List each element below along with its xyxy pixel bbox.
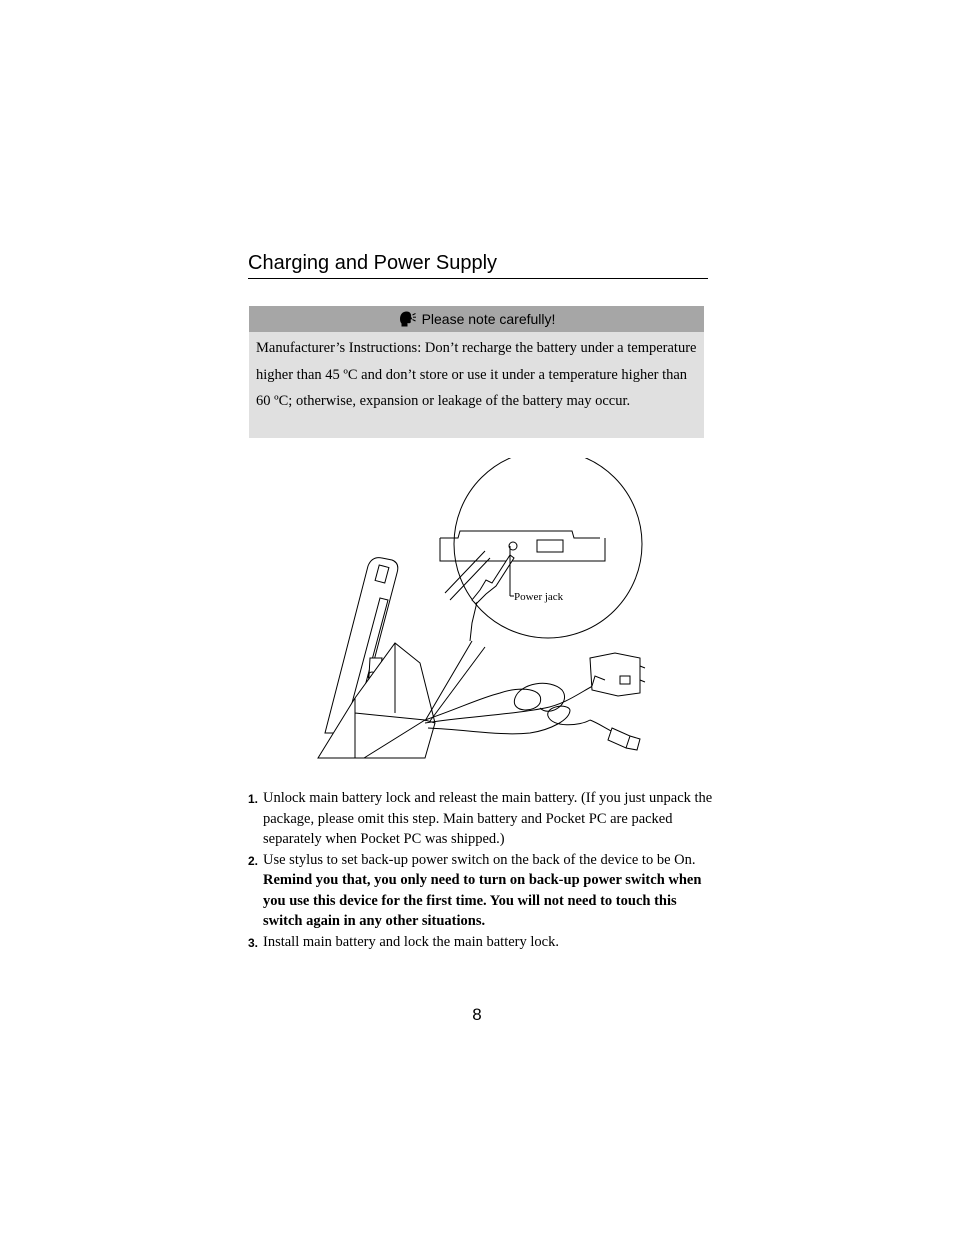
zoom-circle [454,458,642,638]
step-emphasis-text: Remind you that, you only need to turn on back-up power switch when you use this device for the first time. You will not need to touch this switch again in any other situations. [263,872,702,929]
step-text: Use stylus to set back-up power switch on the back of the device to be On. [263,851,696,868]
list-item [248,850,718,932]
page-number: 8 [472,1005,482,1024]
note-header-text: Please note carefully! [421,311,556,327]
section-title: Charging and Power Supply [248,250,708,279]
speaking-head-icon [398,310,416,328]
step-text: Install main battery and lock the main battery lock. [263,933,559,950]
list-item [248,932,718,953]
dock-charging-illustration [300,458,650,768]
step-number: 2. [248,853,259,868]
step-text: Unlock main battery lock and releast the main battery. (If you just unpack the package, please omit this step. Main battery and Pocket PC are packed separately when Pocket PC was shipped.) [263,790,713,847]
list-item [248,788,718,850]
step-number: 3. [248,935,259,950]
step-number: 1. [248,792,259,806]
ac-adapter [590,653,640,696]
note-header [249,306,704,332]
power-jack-label: Power jack [514,591,564,603]
note-body: Manufacturer’s Instructions: Don’t recharge the battery under a temperature higher than 45 ºC and don’t store or use it under a temperature higher than 60 ºC; otherwise, expansion or leakage of the battery may occur. [256,340,697,409]
usb-plug [608,728,630,748]
caution-note-box [249,306,704,438]
instruction-steps [248,788,718,952]
